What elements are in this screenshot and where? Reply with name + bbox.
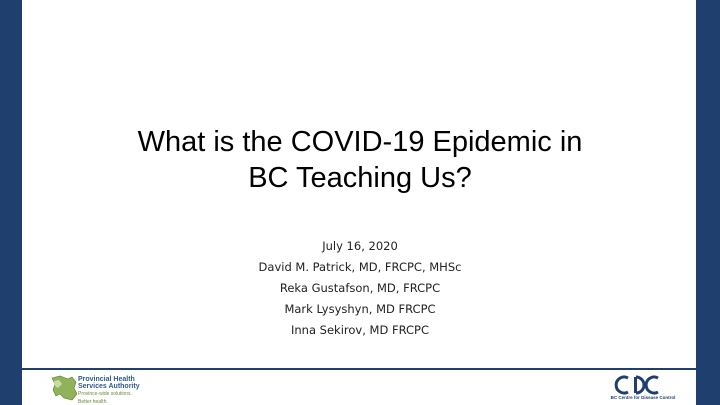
- phsa-name-line-1: Provincial Health: [78, 376, 135, 383]
- slide-title: [40, 124, 680, 196]
- author-3: Mark Lysyshyn, MD FRCPC: [284, 302, 436, 316]
- slide-subtitle: [40, 236, 680, 341]
- phsa-tagline-line-1: Province-wide solutions.: [78, 391, 132, 397]
- author-4: Inna Sekirov, MD FRCPC: [291, 323, 429, 337]
- left-border-bar: [0, 0, 22, 405]
- right-border-bar: [696, 0, 720, 405]
- footer-divider: [22, 368, 696, 370]
- title-line-1: What is the COVID-19 Epidemic in: [137, 126, 583, 158]
- title-line-2: BC Teaching Us?: [248, 162, 472, 194]
- presentation-date: July 16, 2020: [322, 239, 398, 253]
- phsa-logo-text: [78, 376, 140, 405]
- author-1: David M. Patrick, MD, FRCPC, MHSc: [258, 260, 462, 274]
- author-2: Reka Gustafson, MD, FRCPC: [279, 281, 441, 295]
- phsa-tagline-line-2: Better health.: [78, 399, 108, 405]
- bccdc-name: BC Centre for Disease Control: [610, 395, 676, 400]
- phsa-name-line-2: Services Authority: [78, 383, 140, 390]
